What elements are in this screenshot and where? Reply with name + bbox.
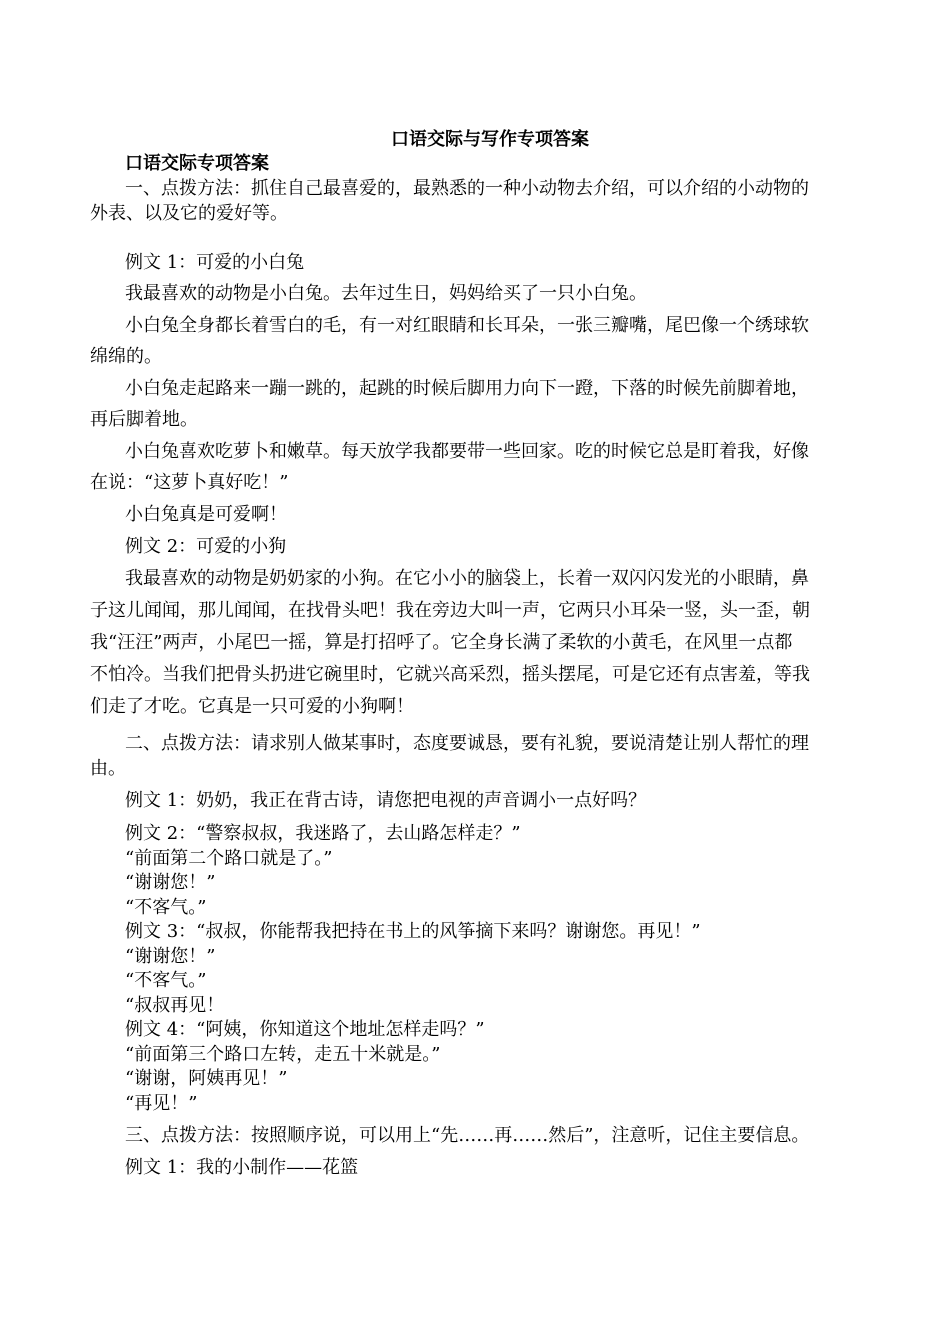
dialogue-line: “再见！”: [125, 1093, 198, 1114]
dialogue-line: “谢谢您！”: [125, 946, 216, 967]
dialogue-line: “前面第三个路口左转，走五十米就是。”: [125, 1044, 441, 1065]
paragraph-line: 一、点拨方法：抓住自己最喜爱的，最熟悉的一种小动物去介绍，可以介绍的小动物的: [125, 178, 809, 199]
paragraph-line: 不怕冷。当我们把骨头扔进它碗里时，它就兴高采烈，摇头摆尾，可是它还有点害羞，等我: [90, 664, 810, 685]
paragraph-line: 我最喜欢的动物是小白兔。去年过生日，妈妈给买了一只小白兔。: [125, 283, 647, 304]
paragraph-line: 我最喜欢的动物是奶奶家的小狗。在它小小的脑袋上，长着一双闪闪发光的小眼睛，鼻: [125, 568, 809, 589]
paragraph-line: 外表、以及它的爱好等。: [90, 203, 288, 224]
paragraph-line: 小白兔喜欢吃萝卜和嫩草。每天放学我都要带一些回家。吃的时候它总是盯着我，好像: [125, 441, 809, 462]
dialogue-line: 例文 4：“阿姨，你知道这个地址怎样走吗？”: [125, 1019, 485, 1040]
dialogue-line: “谢谢，阿姨再见！”: [125, 1068, 288, 1089]
example-title: 例文 1：我的小制作——花篮: [125, 1157, 359, 1178]
paragraph-line: 再后脚着地。: [90, 409, 198, 430]
dialogue-line: “叔叔再见！: [125, 995, 225, 1016]
dialogue-line: 例文 3：“叔叔，你能帮我把持在书上的风筝摘下来吗？谢谢您。再见！”: [125, 921, 701, 942]
dialogue-line: “不客气。”: [125, 897, 207, 918]
paragraph-line: 小白兔全身都长着雪白的毛，有一对红眼睛和长耳朵，一张三瓣嘴，尾巴像一个绣球软: [125, 315, 809, 336]
dialogue-line: “谢谢您！”: [125, 872, 216, 893]
document-title: 口语交际与写作专项答案: [391, 129, 589, 150]
paragraph-line: 由。: [90, 758, 126, 779]
example-title: 例文 2：可爱的小狗: [125, 536, 287, 557]
paragraph-line: 二、点拨方法：请求别人做某事时，态度要诚恳，要有礼貌，要说清楚让别人帮忙的理: [125, 733, 809, 754]
paragraph-line: 在说：“这萝卜真好吃！”: [90, 472, 289, 493]
paragraph-line: 们走了才吃。它真是一只可爱的小狗啊！: [90, 696, 414, 717]
section-heading: 口语交际专项答案: [125, 153, 269, 174]
paragraph-line: 子这儿闻闻，那儿闻闻，在找骨头吧！我在旁边大叫一声，它两只小耳朵一竖，头一歪，朝: [90, 600, 810, 621]
paragraph-line: 小白兔走起路来一蹦一跳的，起跳的时候后脚用力向下一蹬，下落的时候先前脚着地，: [125, 378, 809, 399]
paragraph-line: 小白兔真是可爱啊！: [125, 504, 287, 525]
paragraph-line: 三、点拨方法：按照顺序说，可以用上“先……再……然后”，注意听，记住主要信息。: [125, 1125, 810, 1146]
dialogue-line: “不客气。”: [125, 970, 207, 991]
dialogue-line: “前面第二个路口就是了。”: [125, 848, 333, 869]
dialogue-line: 例文 2：“警察叔叔，我迷路了，去山路怎样走？”: [125, 823, 521, 844]
example-title: 例文 1：可爱的小白兔: [125, 252, 305, 273]
paragraph-line: 绵绵的。: [90, 346, 162, 367]
dialogue-line: 例文 1：奶奶，我正在背古诗，请您把电视的声音调小一点好吗？: [125, 790, 647, 811]
paragraph-line: 我“汪汪”两声，小尾巴一摇，算是打招呼了。它全身长满了柔软的小黄毛，在风里一点都: [90, 632, 793, 653]
